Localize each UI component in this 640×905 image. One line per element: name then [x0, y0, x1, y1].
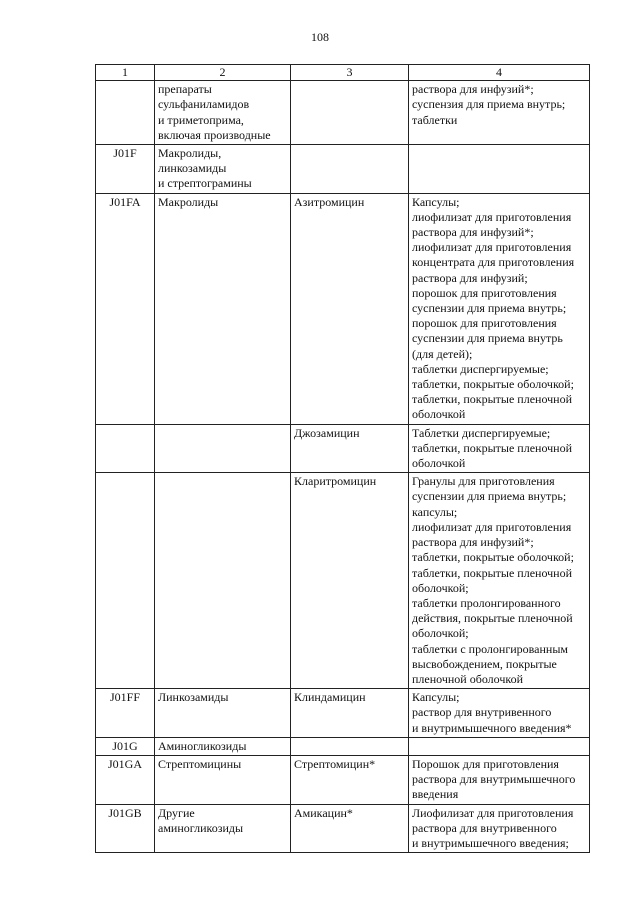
dosage-form-line: Таблетки диспергируемые;: [412, 425, 551, 440]
column-header-4: 4: [409, 65, 590, 81]
dosage-forms-cell: [409, 737, 590, 755]
dosage-form-line: и внутримышечного введения*: [412, 720, 572, 735]
group-line: включая производные: [158, 127, 271, 142]
dosage-form-line: таблетки, покрытые оболочкой;: [412, 377, 574, 392]
atc-code-cell: J01FF: [96, 689, 155, 738]
dosage-forms-cell: [409, 145, 590, 194]
group-line: Другие: [158, 805, 195, 820]
dosage-form-line: Капсулы;: [412, 690, 460, 705]
atc-code-cell: J01GB: [96, 804, 155, 853]
atc-code-cell: [96, 81, 155, 145]
dosage-form-line: оболочкой;: [412, 626, 469, 641]
dosage-form-line: лиофилизат для приготовления: [412, 209, 572, 224]
dosage-form-line: таблетки с пролонгированным: [412, 641, 569, 656]
table-row: [96, 145, 590, 194]
group-line: сульфаниламидов: [158, 97, 250, 112]
dosage-form-line: оболочкой;: [412, 580, 469, 595]
table-row: [96, 424, 590, 473]
drug-name-cell: Кларитромицин: [291, 473, 409, 689]
dosage-forms-cell: [409, 755, 590, 804]
column-header-1: 1: [96, 65, 155, 81]
dosage-form-line: раствора для внутримышечного: [412, 772, 576, 787]
pharmacological-group-cell: [155, 145, 291, 194]
atc-code-cell: [96, 424, 155, 473]
dosage-form-line: суспензия для приема внутрь;: [412, 97, 566, 112]
drug-name-cell: [291, 145, 409, 194]
dosage-form-line: раствора для инфузий*;: [412, 225, 534, 240]
dosage-form-line: высвобождением, покрытые: [412, 656, 557, 671]
dosage-form-line: (для детей);: [412, 346, 473, 361]
table-row: [96, 81, 590, 145]
drug-table: [95, 64, 590, 853]
dosage-forms-cell: [409, 689, 590, 738]
atc-code-cell: [96, 473, 155, 689]
group-line: аминогликозиды: [158, 820, 244, 835]
pharmacological-group-cell: [155, 755, 291, 804]
dosage-form-line: раствор для внутривенного: [412, 705, 552, 720]
dosage-form-line: лиофилизат для приготовления: [412, 240, 572, 255]
pharmacological-group-cell: [155, 424, 291, 473]
group-line: линкозамиды: [158, 161, 227, 176]
dosage-form-line: и внутримышечного введения;: [412, 835, 569, 850]
dosage-forms-cell: [409, 81, 590, 145]
dosage-form-line: оболочкой: [412, 407, 466, 422]
pharmacological-group-cell: [155, 804, 291, 853]
dosage-form-line: лиофилизат для приготовления: [412, 519, 572, 534]
group-line: Макролиды: [158, 194, 219, 209]
table-row: [96, 804, 590, 853]
page-number: 108: [311, 30, 329, 44]
dosage-form-line: введения: [412, 787, 459, 802]
table-row: [96, 689, 590, 738]
drug-name-cell: Стрептомицин*: [291, 755, 409, 804]
dosage-form-line: Капсулы;: [412, 194, 460, 209]
dosage-form-line: раствора для внутривенного: [412, 820, 557, 835]
group-line: и триметоприма,: [158, 112, 244, 127]
drug-name-cell: Клиндамицин: [291, 689, 409, 738]
dosage-form-line: таблетки диспергируемые;: [412, 361, 549, 376]
dosage-form-line: раствора для инфузий;: [412, 270, 528, 285]
dosage-form-line: действия, покрытые пленочной: [412, 611, 573, 626]
dosage-forms-cell: [409, 804, 590, 853]
table-row: [96, 737, 590, 755]
table-body: [96, 81, 590, 853]
drug-name-cell: Джозамицин: [291, 424, 409, 473]
dosage-form-line: таблетки, покрытые оболочкой;: [412, 550, 574, 565]
dosage-form-line: оболочкой: [412, 456, 466, 471]
group-line: и стрептограмины: [158, 176, 252, 191]
group-line: Стрептомицины: [158, 756, 242, 771]
dosage-form-line: Гранулы для приготовления: [412, 474, 555, 489]
column-header-3: 3: [291, 65, 409, 81]
dosage-form-line: концентрата для приготовления: [412, 255, 575, 270]
dosage-form-line: суспензии для приема внутрь;: [412, 301, 567, 316]
group-line: Линкозамиды: [158, 690, 229, 705]
dosage-form-line: Лиофилизат для приготовления: [412, 805, 574, 820]
atc-code-cell: J01G: [96, 737, 155, 755]
drug-name-cell: Азитромицин: [291, 193, 409, 424]
table-row: [96, 193, 590, 424]
dosage-form-line: порошок для приготовления: [412, 316, 557, 331]
dosage-forms-cell: [409, 424, 590, 473]
pharmacological-group-cell: [155, 81, 291, 145]
pharmacological-group-cell: [155, 689, 291, 738]
dosage-forms-cell: [409, 473, 590, 689]
pharmacological-group-cell: [155, 193, 291, 424]
group-line: Макролиды,: [158, 146, 222, 161]
dosage-form-line: таблетки: [412, 112, 458, 127]
dosage-forms-cell: [409, 193, 590, 424]
drug-name-cell: [291, 81, 409, 145]
column-header-2: 2: [155, 65, 291, 81]
atc-code-cell: J01FA: [96, 193, 155, 424]
dosage-form-line: суспензии для приема внутрь: [412, 331, 563, 346]
dosage-form-line: таблетки, покрытые пленочной: [412, 565, 573, 580]
atc-code-cell: J01GA: [96, 755, 155, 804]
dosage-form-line: раствора для инфузий*;: [412, 82, 534, 97]
dosage-form-line: раствора для инфузий*;: [412, 535, 534, 550]
dosage-form-line: капсулы;: [412, 504, 458, 519]
table-header-row: [96, 65, 590, 81]
dosage-form-line: Порошок для приготовления: [412, 756, 559, 771]
dosage-form-line: таблетки, покрытые пленочной: [412, 392, 573, 407]
table-row: [96, 473, 590, 689]
drug-name-cell: [291, 737, 409, 755]
table-row: [96, 755, 590, 804]
drug-name-cell: Амикацин*: [291, 804, 409, 853]
atc-code-cell: J01F: [96, 145, 155, 194]
pharmacological-group-cell: [155, 737, 291, 755]
group-line: Аминогликозиды: [158, 738, 247, 753]
dosage-form-line: таблетки пролонгированного: [412, 595, 561, 610]
dosage-form-line: суспензии для приема внутрь;: [412, 489, 567, 504]
dosage-form-line: пленочной оболочкой: [412, 671, 524, 686]
dosage-form-line: таблетки, покрытые пленочной: [412, 440, 573, 455]
pharmacological-group-cell: [155, 473, 291, 689]
group-line: препараты: [158, 82, 212, 97]
dosage-form-line: порошок для приготовления: [412, 285, 557, 300]
